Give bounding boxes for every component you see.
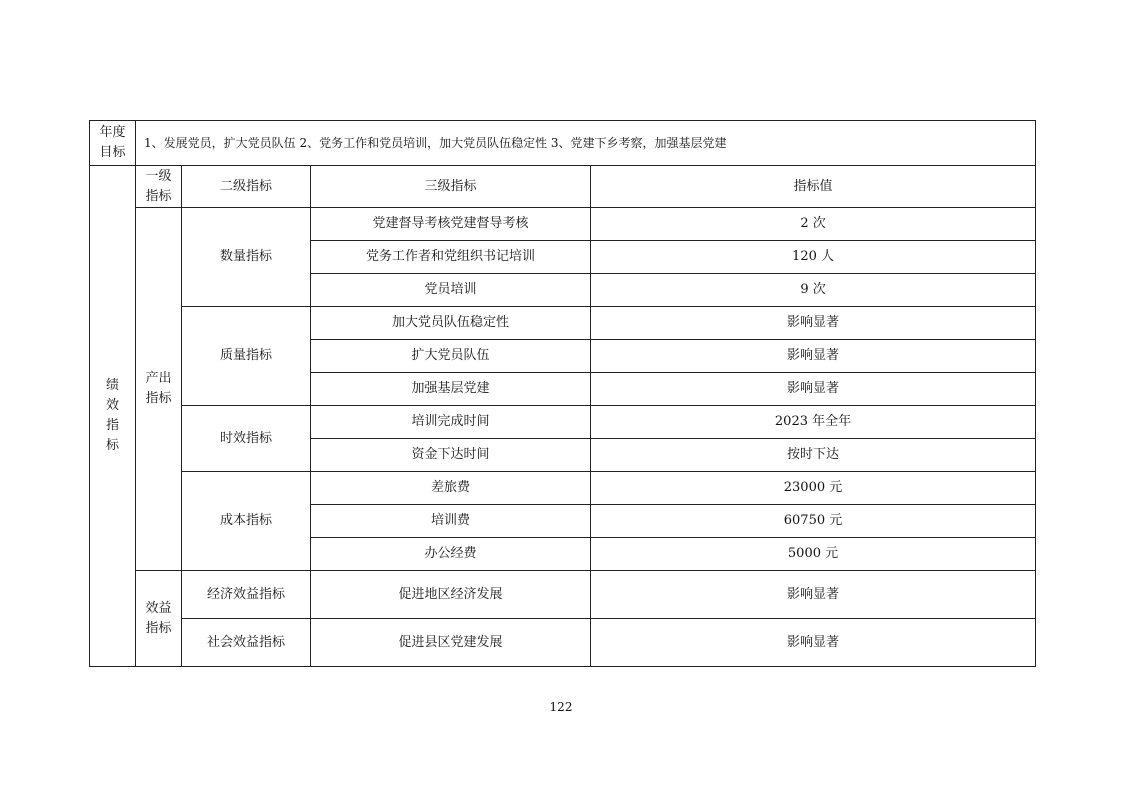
level3-item: 扩大党员队伍 — [311, 340, 591, 373]
table-row — [90, 208, 1036, 241]
header-row — [90, 166, 1036, 208]
indicator-value: 影响显著 — [591, 307, 1036, 340]
level2-social: 社会效益指标 — [182, 619, 311, 667]
level3-item: 加强基层党建 — [311, 373, 591, 406]
indicator-value: 2023 年全年 — [591, 406, 1036, 439]
table-row — [90, 619, 1036, 667]
level3-item: 党务工作者和党组织书记培训 — [311, 241, 591, 274]
indicator-value: 120 人 — [591, 241, 1036, 274]
table-row — [90, 571, 1036, 619]
table-row — [90, 307, 1036, 340]
level2-economic: 经济效益指标 — [182, 571, 311, 619]
perf-indicator-label: 绩 效 指 标 — [90, 166, 136, 667]
level3-item: 差旅费 — [311, 472, 591, 505]
header-level3: 三级指标 — [311, 166, 591, 208]
level3-item: 促进县区党建发展 — [311, 619, 591, 667]
performance-table — [89, 120, 1036, 667]
table-row — [90, 406, 1036, 439]
level3-item: 资金下达时间 — [311, 439, 591, 472]
level3-item: 培训完成时间 — [311, 406, 591, 439]
level2-quality: 质量指标 — [182, 307, 311, 406]
benefit-indicator-label: 效益 指标 — [136, 571, 182, 667]
indicator-value: 9 次 — [591, 274, 1036, 307]
indicator-value: 2 次 — [591, 208, 1036, 241]
indicator-value: 影响显著 — [591, 340, 1036, 373]
indicator-value: 5000 元 — [591, 538, 1036, 571]
output-indicator-label: 产出 指标 — [136, 208, 182, 571]
header-level2: 二级指标 — [182, 166, 311, 208]
annual-goal-text: 1、发展党员，扩大党员队伍 2、党务工作和党员培训，加大党员队伍稳定性 3、党建下乡考察，加强基层党建 — [136, 121, 1036, 166]
level3-item: 培训费 — [311, 505, 591, 538]
level2-quantity: 数量指标 — [182, 208, 311, 307]
annual-goal-label: 年度 目标 — [90, 121, 136, 166]
indicator-value: 按时下达 — [591, 439, 1036, 472]
annual-goal-row — [90, 121, 1036, 166]
level3-item: 促进地区经济发展 — [311, 571, 591, 619]
page-number: 122 — [549, 700, 573, 714]
table-row — [90, 472, 1036, 505]
level2-cost: 成本指标 — [182, 472, 311, 571]
level3-item: 党建督导考核党建督导考核 — [311, 208, 591, 241]
indicator-value: 影响显著 — [591, 373, 1036, 406]
indicator-value: 60750 元 — [591, 505, 1036, 538]
indicator-value: 23000 元 — [591, 472, 1036, 505]
header-value: 指标值 — [591, 166, 1036, 208]
level2-timeliness: 时效指标 — [182, 406, 311, 472]
level3-item: 加大党员队伍稳定性 — [311, 307, 591, 340]
header-level1: 一级 指标 — [136, 166, 182, 208]
indicator-value: 影响显著 — [591, 619, 1036, 667]
level3-item: 办公经费 — [311, 538, 591, 571]
indicator-value: 影响显著 — [591, 571, 1036, 619]
level3-item: 党员培训 — [311, 274, 591, 307]
